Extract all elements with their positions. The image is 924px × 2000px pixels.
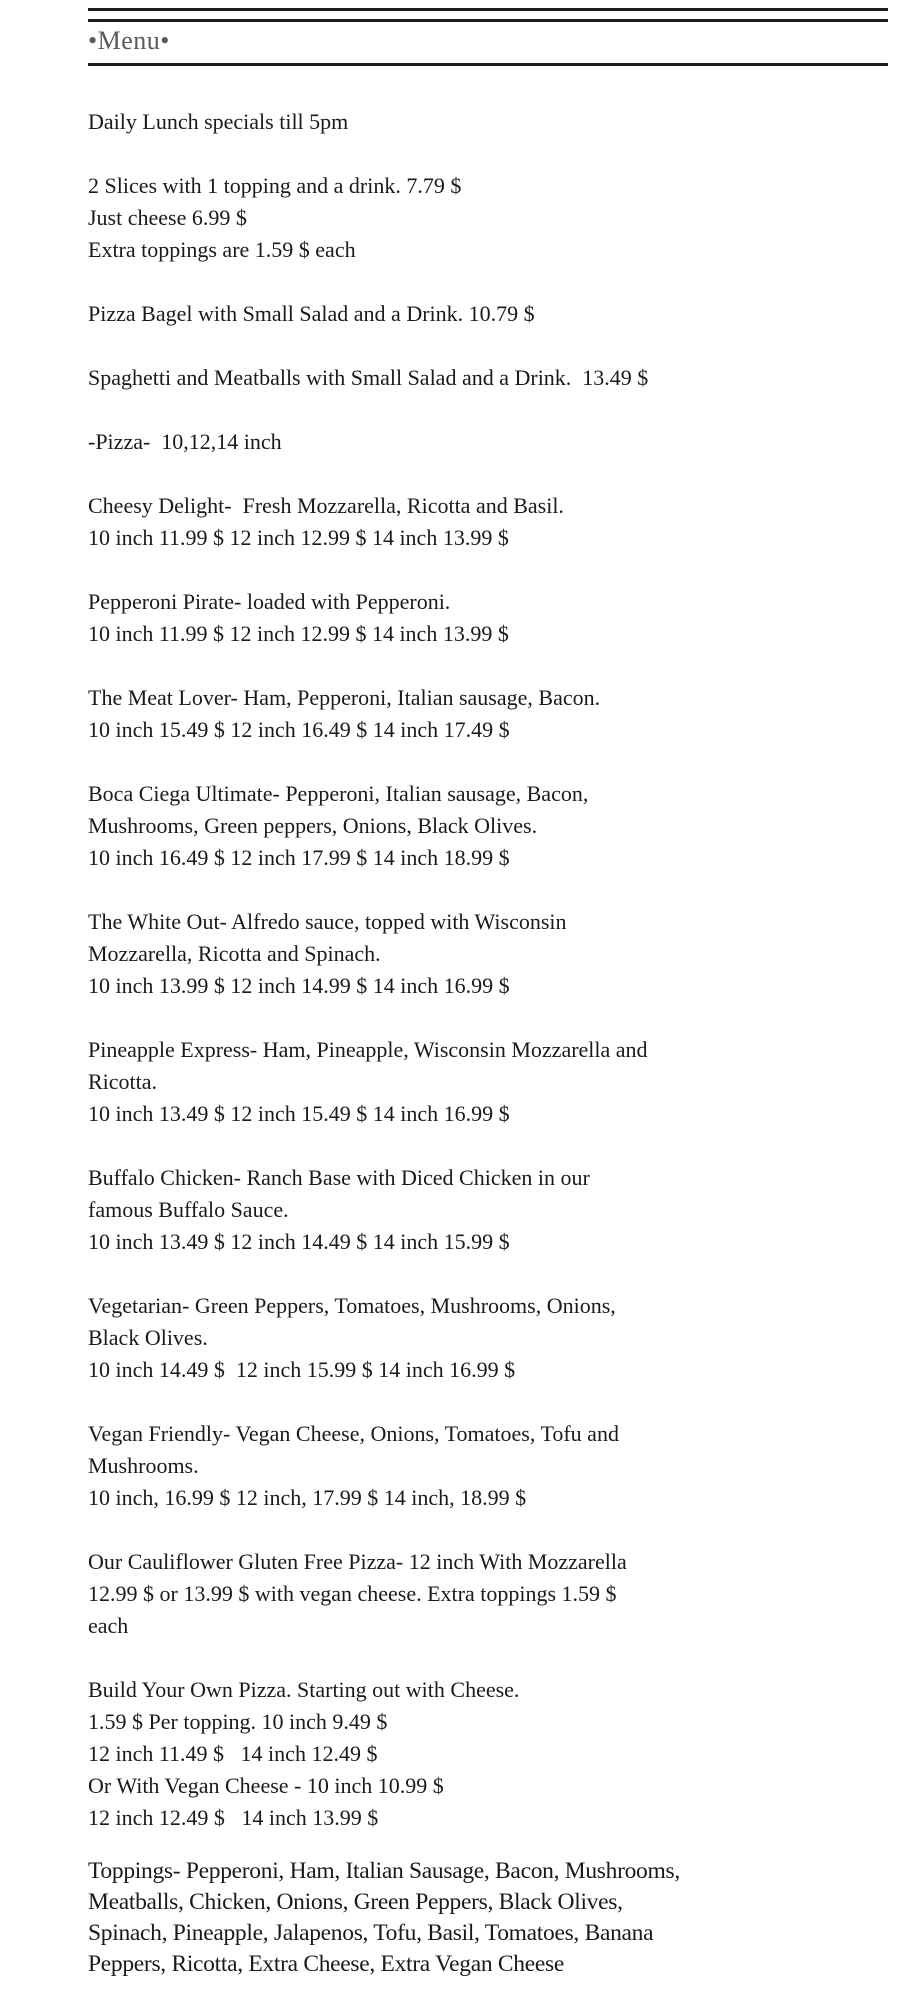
menu-line: Toppings- Pepperoni, Ham, Italian Sausage, Bacon, Mushrooms, [88, 1858, 680, 1884]
menu-line: Build Your Own Pizza. Starting out with Cheese. [88, 1677, 520, 1702]
menu-line: Peppers, Ricotta, Extra Cheese, Extra Vegan Cheese [88, 1951, 564, 1977]
menu-line: Meatballs, Chicken, Onions, Green Peppers, Black Olives, [88, 1889, 623, 1915]
menu-line: 10 inch 16.49 $ 12 inch 17.99 $ 14 inch 18.99 $ [88, 845, 510, 870]
menu-line: 12 inch 11.49 $ 14 inch 12.49 $ [88, 1741, 378, 1766]
menu-line: Buffalo Chicken- Ranch Base with Diced Chicken in our [88, 1165, 590, 1190]
menu-paragraph [88, 778, 888, 874]
menu-paragraph [88, 906, 888, 1002]
menu-header [88, 8, 888, 66]
menu-line: 10 inch 14.49 $ 12 inch 15.99 $ 14 inch 16.99 $ [88, 1357, 516, 1382]
menu-paragraph [88, 1162, 888, 1258]
menu-line: 10 inch 15.49 $ 12 inch 16.49 $ 14 inch 17.49 $ [88, 717, 510, 742]
menu-line: Boca Ciega Ultimate- Pepperoni, Italian sausage, Bacon, [88, 781, 589, 806]
menu-line: each [88, 1613, 129, 1638]
menu-line: Spaghetti and Meatballs with Small Salad and a Drink. 13.49 $ [88, 365, 649, 390]
menu-line: Our Cauliflower Gluten Free Pizza- 12 inch With Mozzarella [88, 1549, 627, 1574]
menu-line: -Pizza- 10,12,14 inch [88, 429, 282, 454]
menu-line: Or With Vegan Cheese - 10 inch 10.99 $ [88, 1773, 444, 1798]
page-title: •Menu• [88, 26, 170, 55]
menu-line: Spinach, Pineapple, Jalapenos, Tofu, Basil, Tomatoes, Banana [88, 1920, 654, 1946]
menu-line: Pineapple Express- Ham, Pineapple, Wisconsin Mozzarella and [88, 1037, 648, 1062]
menu-line: 2 Slices with 1 topping and a drink. 7.79 $ [88, 173, 462, 198]
menu-paragraph [88, 362, 888, 394]
menu-line: Ricotta. [88, 1069, 158, 1094]
menu-paragraph [88, 426, 888, 458]
top-double-rule [88, 8, 888, 22]
menu-line: 10 inch 11.99 $ 12 inch 12.99 $ 14 inch 13.99 $ [88, 525, 509, 550]
menu-body [88, 106, 888, 1980]
menu-line: famous Buffalo Sauce. [88, 1197, 289, 1222]
menu-content [88, 8, 888, 2000]
menu-paragraph [88, 682, 888, 746]
menu-line: Cheesy Delight- Fresh Mozzarella, Ricotta and Basil. [88, 493, 564, 518]
menu-line: 10 inch 13.49 $ 12 inch 15.49 $ 14 inch 16.99 $ [88, 1101, 510, 1126]
menu-line: 12.99 $ or 13.99 $ with vegan cheese. Extra toppings 1.59 $ [88, 1581, 617, 1606]
menu-line: 12 inch 12.49 $ 14 inch 13.99 $ [88, 1805, 379, 1830]
menu-paragraph [88, 1418, 888, 1514]
menu-line: Vegetarian- Green Peppers, Tomatoes, Mushrooms, Onions, [88, 1293, 616, 1318]
menu-line: Daily Lunch specials till 5pm [88, 109, 349, 134]
menu-line: Black Olives. [88, 1325, 208, 1350]
menu-paragraph [88, 1290, 888, 1386]
menu-line: Pepperoni Pirate- loaded with Pepperoni. [88, 589, 451, 614]
menu-paragraph [88, 586, 888, 650]
menu-line: Just cheese 6.99 $ [88, 205, 247, 230]
menu-line: The White Out- Alfredo sauce, topped with Wisconsin [88, 909, 567, 934]
menu-paragraph [88, 1034, 888, 1130]
menu-line: 10 inch, 16.99 $ 12 inch, 17.99 $ 14 inch, 18.99 $ [88, 1485, 527, 1510]
menu-line: Pizza Bagel with Small Salad and a Drink. 10.79 $ [88, 301, 535, 326]
menu-paragraph [88, 106, 888, 138]
menu-paragraph [88, 490, 888, 554]
menu-line: Mozzarella, Ricotta and Spinach. [88, 941, 381, 966]
menu-paragraph [88, 298, 888, 330]
menu-paragraph [88, 1856, 888, 1980]
menu-paragraph [88, 1546, 888, 1642]
title-row [88, 22, 888, 66]
menu-line: 10 inch 13.49 $ 12 inch 14.49 $ 14 inch 15.99 $ [88, 1229, 510, 1254]
menu-paragraph [88, 1674, 888, 1834]
menu-line: 1.59 $ Per topping. 10 inch 9.49 $ [88, 1709, 388, 1734]
menu-line: Mushrooms. [88, 1453, 199, 1478]
menu-line: 10 inch 13.99 $ 12 inch 14.99 $ 14 inch 16.99 $ [88, 973, 510, 998]
menu-paragraph [88, 170, 888, 266]
menu-line: Mushrooms, Green peppers, Onions, Black Olives. [88, 813, 538, 838]
menu-line: Extra toppings are 1.59 $ each [88, 237, 356, 262]
menu-line: Vegan Friendly- Vegan Cheese, Onions, Tomatoes, Tofu and [88, 1421, 619, 1446]
menu-line: The Meat Lover- Ham, Pepperoni, Italian sausage, Bacon. [88, 685, 601, 710]
menu-line: 10 inch 11.99 $ 12 inch 12.99 $ 14 inch 13.99 $ [88, 621, 509, 646]
